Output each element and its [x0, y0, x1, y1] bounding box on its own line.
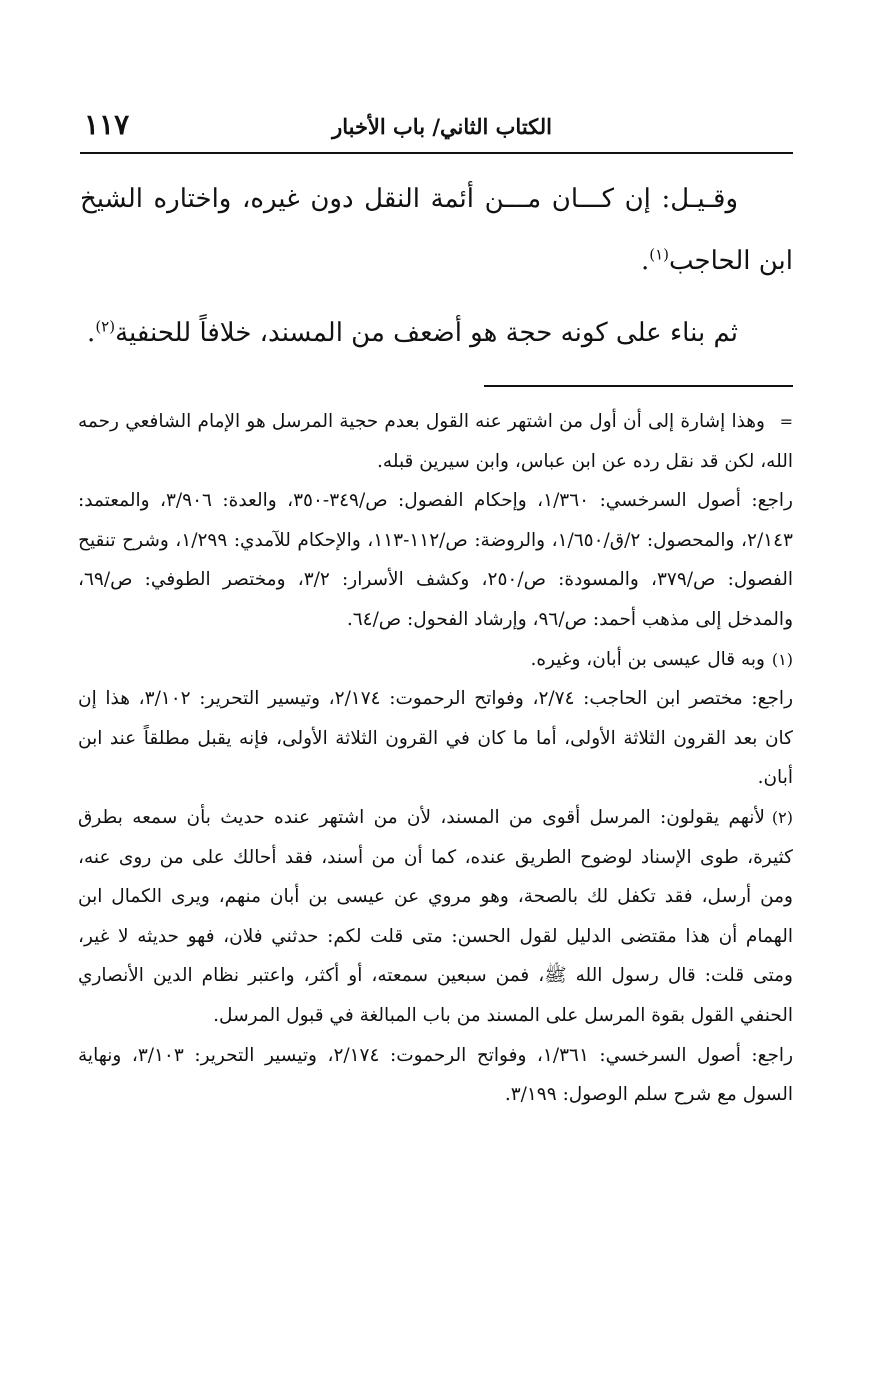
- footnote-separator: [484, 385, 793, 387]
- footnote-2-marker: (٢): [771, 807, 793, 827]
- running-title: الكتاب الثاني/ باب الأخبار: [332, 114, 552, 139]
- footnote-continuation-refs: راجع: أصول السرخسي: ١/٣٦٠، وإحكام الفصول: ص/٣٤٩-٣٥٠، والعدة: ٣/٩٠٦، والمعتمد: ٢/١٤٣، والمحصول: ٢/ق/١/٦٥٠، والروضة: ص/١١٢-١١٣، والإحكام للآمدي: ١/٢٩٩، وشرح تنقيح الفصول: ص/٣٧٩، والمسودة: ص/٢٥٠، وكشف الأسرار: ٣/٢، ومختصر الطوفي: ص/٦٩، والمدخل إلى مذهب أحمد: ص/٩٦، وإرشاد الفحول: ص/٦٤.: [78, 490, 794, 630]
- footnote-2: (٢)لأنهم يقولون: المرسل أقوى من المسند، لأن من اشتهر عنده حديث بأن سمعه بطرق كثيرة، طوى الإسناد لوضوح الطريق عنده، كما أن من أسند، فقد أحالك على من روى عنه، ومن أرسل، فقد تكفل لك بالصحة، وهو مروي عن عيسى بن أبان منهم، ويرى الكمال ابن الهمام أن هذا مقتضى الدليل لقول الحسن: متى قلت لكم: حدثني فلان، فهو حديثه لا غير، ومتى قلت: قال رسول الله ﷺ، فمن سبعين سمعته، أو أكثر، واعتبر نظام الدين الأنصاري الحنفي القول بقوة المرسل على المسند من باب المبالغة في قبول المرسل.: [78, 798, 793, 1036]
- footnote-ref-1[interactable]: (١): [649, 245, 670, 264]
- main-text: [80, 168, 793, 364]
- header-rule: [80, 152, 793, 154]
- footnote-1: (١)وبه قال عيسى بن أبان، وغيره.: [78, 640, 793, 680]
- main-paragraph-1: وقـيـل: إن كـــان مـــن أئمة النقل دون غيره، واختاره الشيخ ابن الحاجب$^{(١)}$.: [80, 184, 793, 276]
- continuation-marker: =: [779, 412, 793, 431]
- footnote-2-refs: راجع: أصول السرخسي: ١/٣٦١، وفواتح الرحموت: ٢/١٧٤، وتيسير التحرير: ٣/١٠٣، ونهاية السول مع شرح سلم الوصول: ٣/١٩٩.: [78, 1044, 794, 1106]
- running-header: [82, 108, 792, 148]
- footnotes: [78, 402, 793, 1115]
- footnote-1-refs: راجع: مختصر ابن الحاجب: ٢/٧٤، وفواتح الرحموت: ٢/١٧٤، وتيسير التحرير: ٣/١٠٢، هذا إن كان بعد القرون الثلاثة الأولى، أما ما كان في القرون الثلاثة الأولى، فإنه يقبل مطلقاً عند ابن أبان.: [78, 688, 793, 789]
- footnote-1-marker: (١): [771, 649, 793, 669]
- main-paragraph-2: ثم بناء على كونه حجة هو أضعف من المسند، خلافاً للحنفية$^{(٢)}$.: [87, 317, 738, 348]
- footnote-ref-2[interactable]: (٢): [95, 317, 116, 336]
- page-number: ١١٧: [84, 108, 130, 141]
- footnote-continuation: =وهذا إشارة إلى أن أول من اشتهر عنه القول بعدم حجية المرسل هو الإمام الشافعي رحمه الله، لكن قد نقل رده عن ابن عباس، وابن سيرين قبله.: [78, 402, 793, 481]
